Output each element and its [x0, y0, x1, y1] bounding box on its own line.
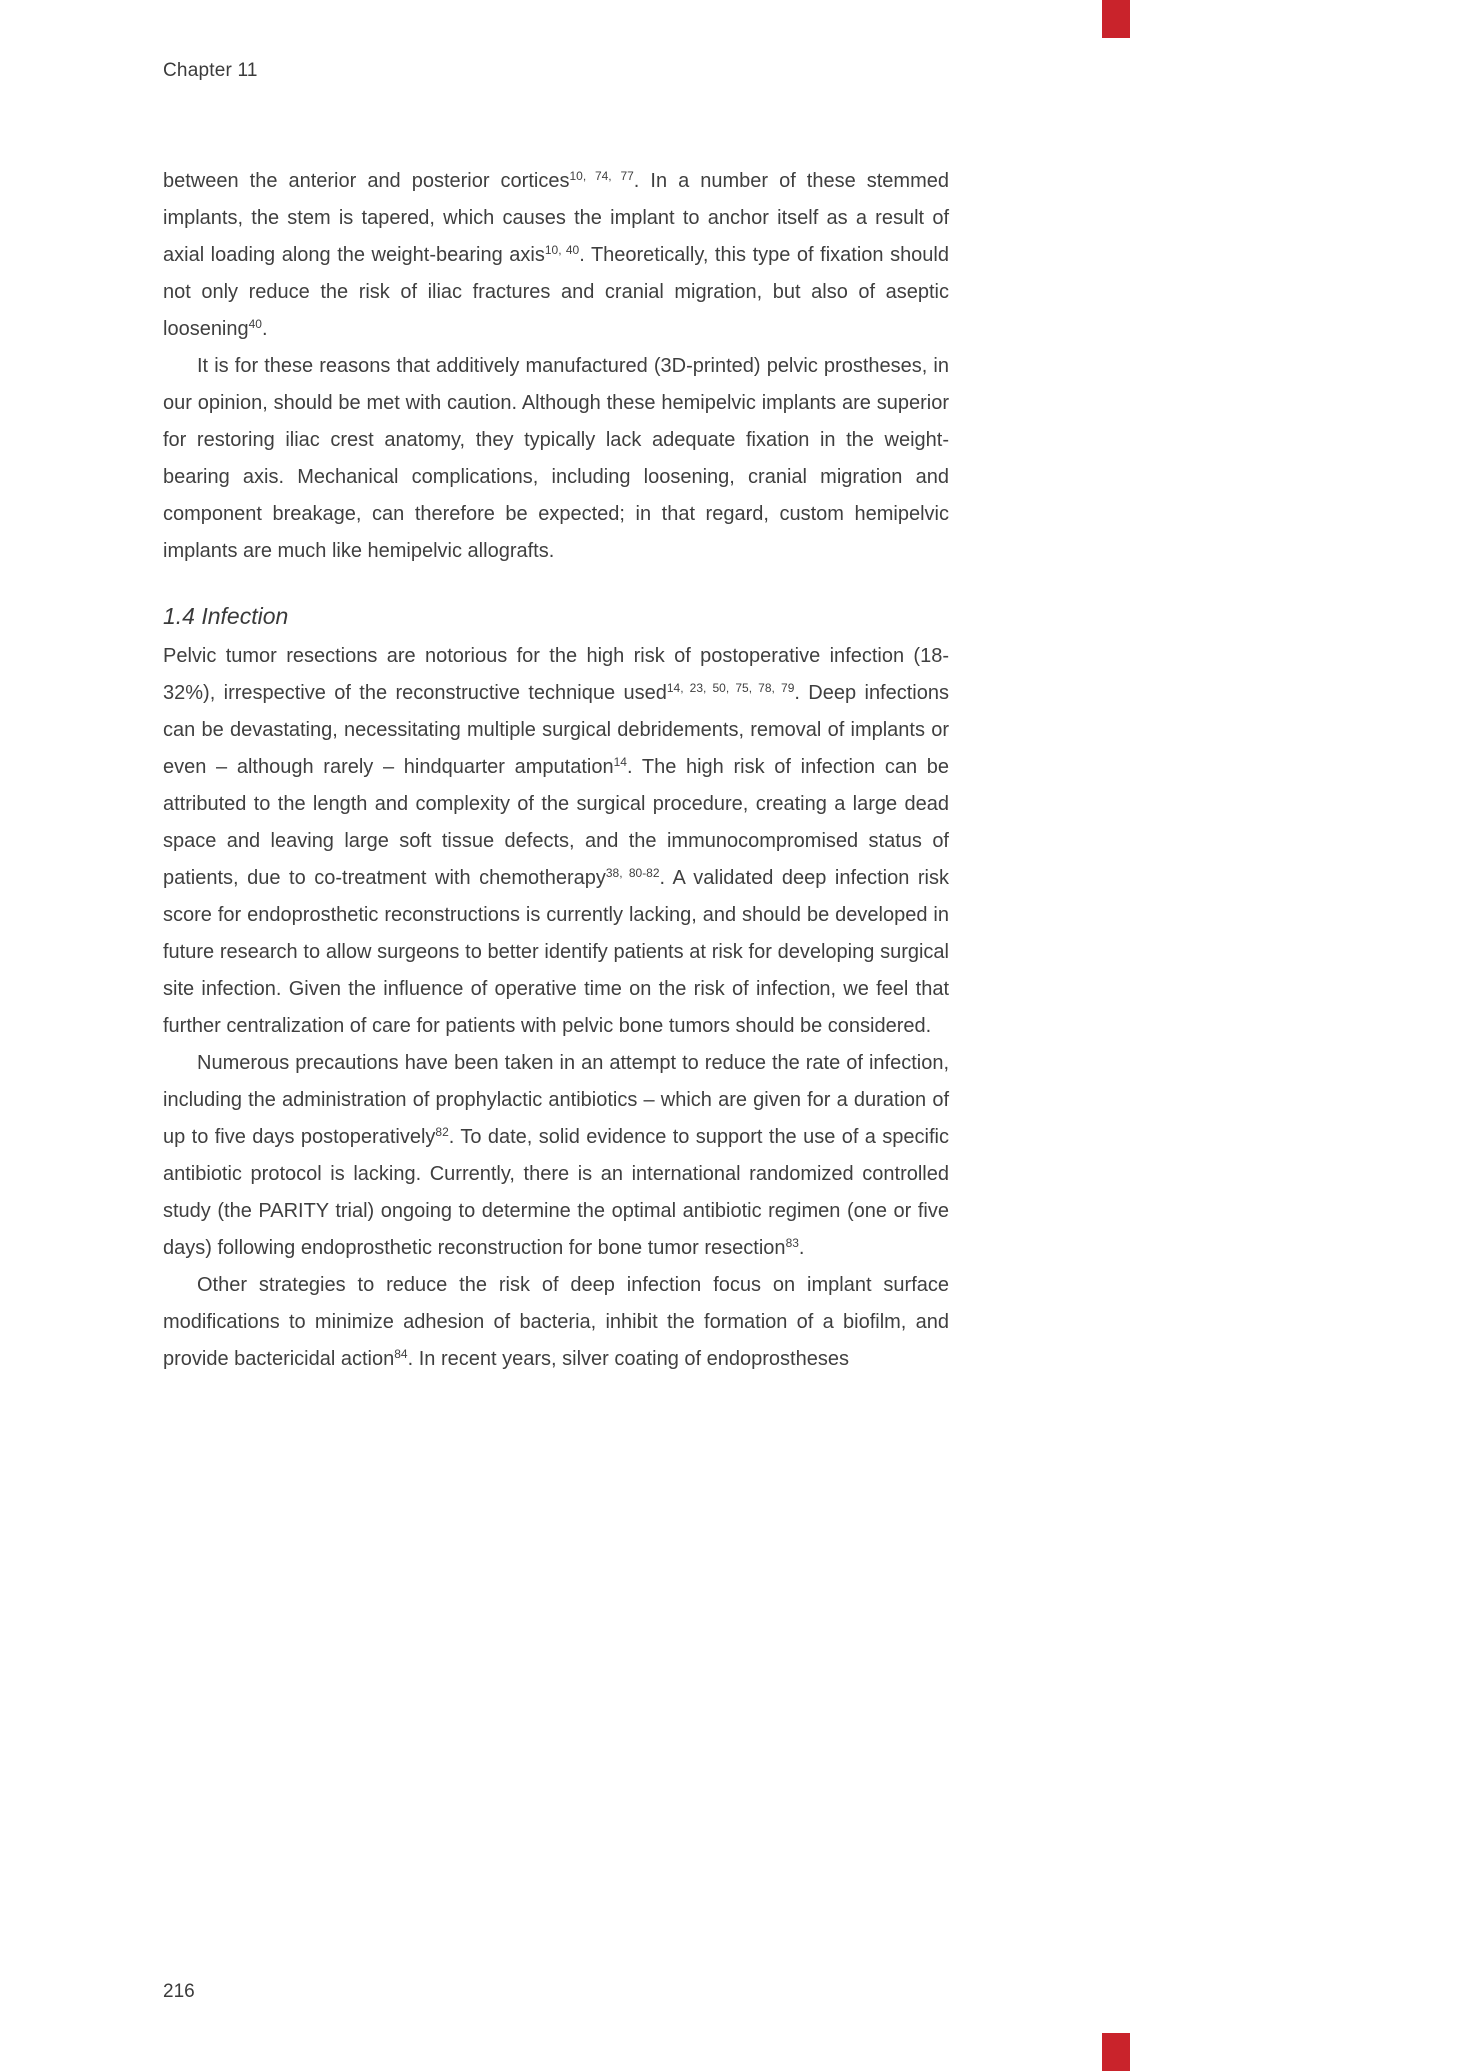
chapter-edge-tab-bottom	[1102, 2033, 1130, 2071]
citation-superscript: 82	[435, 1125, 449, 1139]
paragraph: Other strategies to reduce the risk of deep infection focus on implant surface modifications to minimize adhesion of bacteria, inhibit the formation of a biofilm, and provide bactericidal action$^{84}$. In recent years, silver coating of endoprostheses	[163, 1274, 949, 1370]
citation-superscript: 14, 23, 50, 75, 78, 79	[666, 681, 795, 695]
page-body	[163, 163, 949, 1378]
citation-superscript: 38, 80-82	[605, 866, 660, 880]
paragraph: between the anterior and posterior cortices$^{10, 74, 77}$. In a number of these stemmed implants, the stem is tapered, which causes the implant to anchor itself as a result of axial loading along the weight-bearing axis$^{10, 40}$. Theoretically, this type of fixation should not only reduce the risk of iliac fractures and cranial migration, but also of aseptic loosening$^{40}$.	[163, 169, 949, 340]
chapter-edge-tab-top	[1102, 0, 1130, 38]
citation-superscript: 40	[248, 317, 262, 331]
paragraph: Numerous precautions have been taken in an attempt to reduce the rate of infection, including the administration of prophylactic antibiotics – which are given for a duration of up to five days postoperatively$^{82}$. To date, solid evidence to support the use of a specific antibiotic protocol is lacking. Currently, there is an international randomized controlled study (the PARITY trial) ongoing to determine the optimal antibiotic regimen (one or five days) following endoprosthetic reconstruction for bone tumor resection$^{83}$.	[163, 1052, 949, 1259]
citation-superscript: 83	[785, 1236, 799, 1250]
page-number: 216	[163, 1981, 195, 2002]
citation-superscript: 10, 74, 77	[569, 169, 634, 183]
chapter-header: Chapter 11	[163, 60, 258, 81]
citation-superscript: 14	[613, 755, 627, 769]
paragraph: Pelvic tumor resections are notorious for the high risk of postoperative infection (18-32%), irrespective of the reconstructive technique used$^{14, 23, 50, 75, 78, 79}$. Deep infections can be devastating, necessitating multiple surgical debridements, removal of implants or even – although rarely – hindquarter amputation$^{14}$. The high risk of infection can be attributed to the length and complexity of the surgical procedure, creating a large dead space and leaving large soft tissue defects, and the immunocompromised status of patients, due to co-treatment with chemotherapy$^{38, 80-82}$. A validated deep infection risk score for endoprosthetic reconstructions is currently lacking, and should be developed in future research to allow surgeons to better identify patients at risk for developing surgical site infection. Given the influence of operative time on the risk of infection, we feel that further centralization of care for patients with pelvic bone tumors should be considered.	[163, 645, 950, 1037]
citation-superscript: 10, 40	[544, 243, 580, 257]
section-heading: 1.4 Infection	[163, 603, 289, 629]
paragraph: It is for these reasons that additively manufactured (3D-printed) pelvic prostheses, in our opinion, should be met with caution. Although these hemipelvic implants are superior for restoring iliac crest anatomy, they typically lack adequate fixation in the weight-bearing axis. Mechanical complications, including loosening, cranial migration and component breakage, can therefore be expected; in that regard, custom hemipelvic implants are much like hemipelvic allografts.	[163, 355, 949, 562]
citation-superscript: 84	[394, 1347, 408, 1361]
